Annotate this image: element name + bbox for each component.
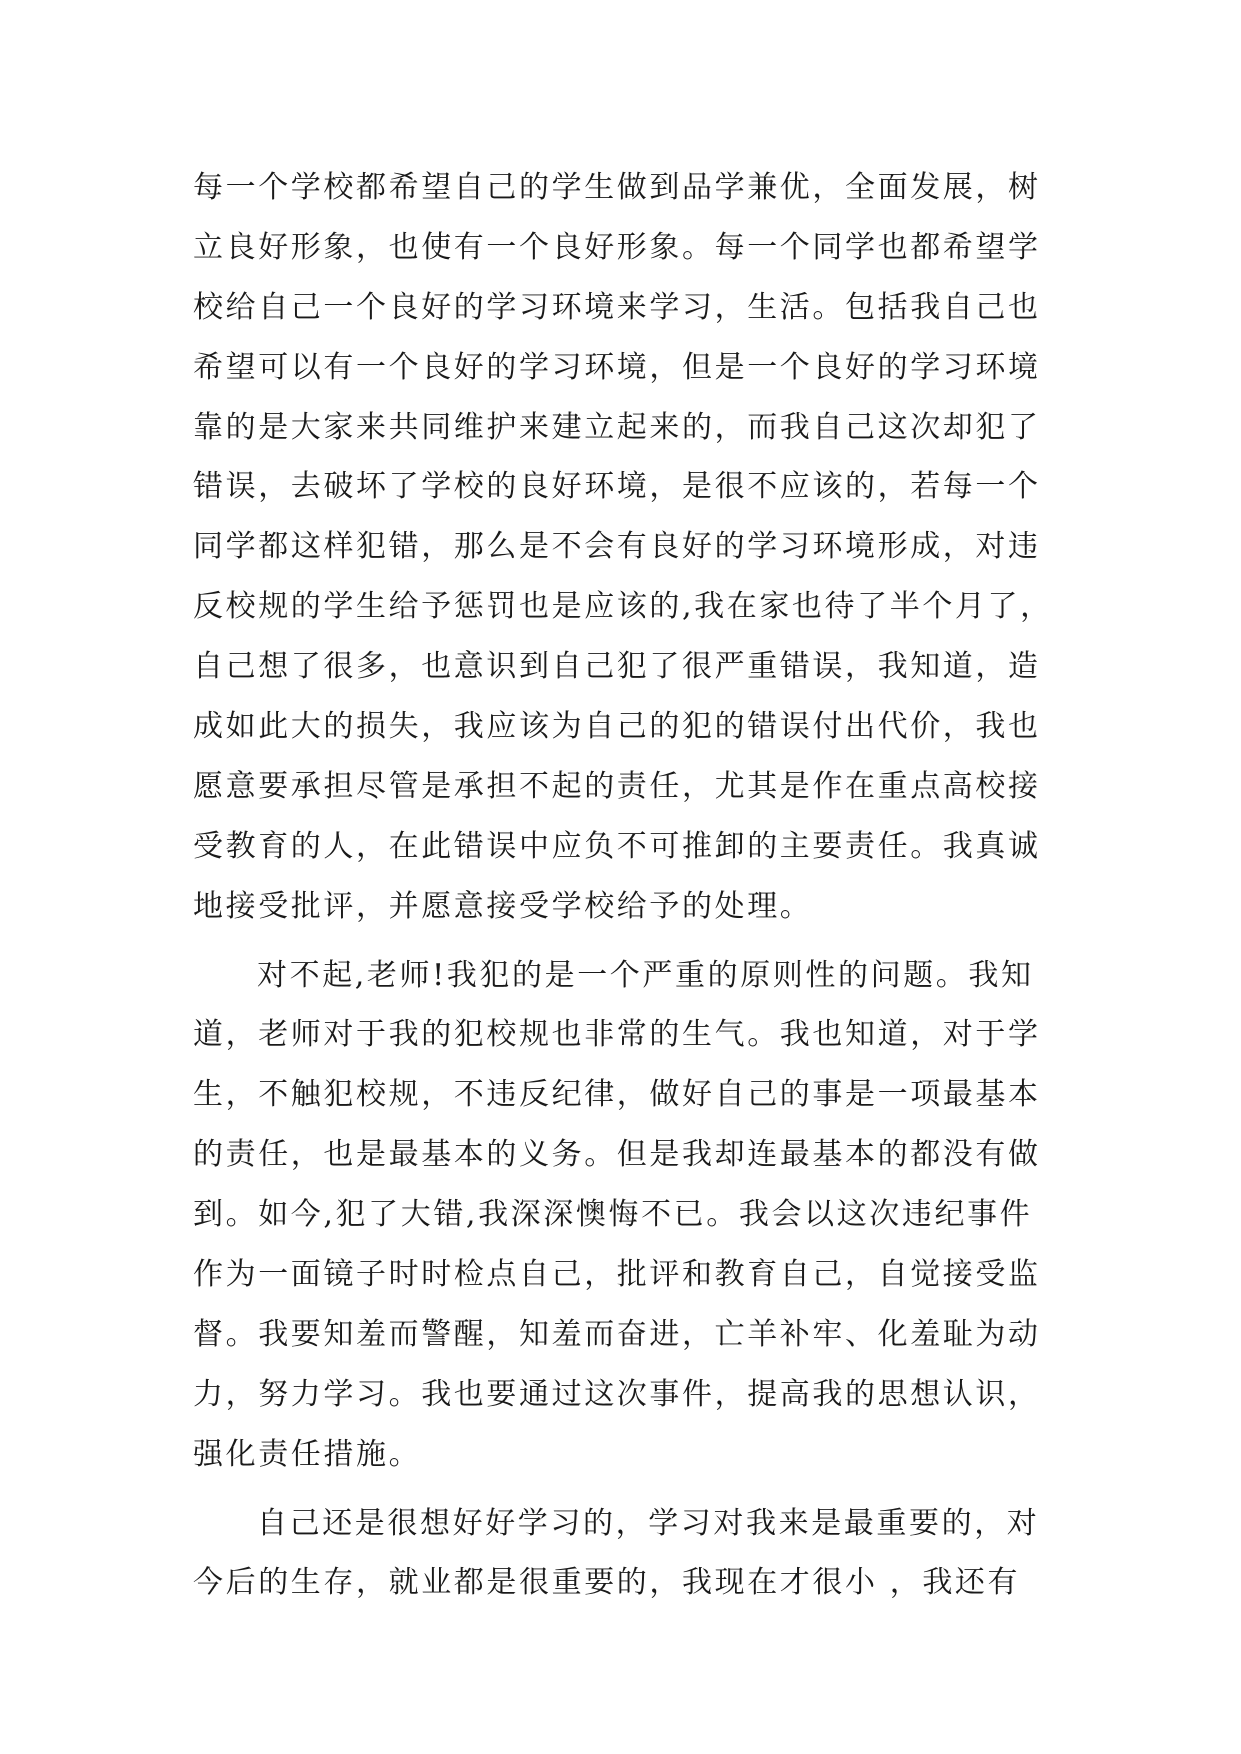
text-line: 自己想了很多，也意识到自己犯了很严重错误，我知道，造 — [193, 649, 1041, 685]
text-line: 的责任，也是最基本的义务。但是我却连最基本的都没有做 — [193, 1137, 1041, 1173]
text-line: 受教育的人，在此错误中应负不可推卸的主要责任。我真诚 — [193, 828, 1041, 864]
paragraph-spacing — [193, 937, 1053, 946]
text-line: 希望可以有一个良好的学习环境，但是一个良好的学习环境 — [193, 349, 1041, 385]
text-line: 督。我要知羞而警醒，知羞而奋进，亡羊补牢、化羞耻为动 — [193, 1316, 1041, 1352]
text-line: 到。如今,犯了大错,我深深懊悔不已。我会以这次违纪事件 — [193, 1197, 1033, 1233]
paragraph-2 — [193, 946, 1053, 1485]
text-line: 今后的生存，就业都是很重要的，我现在才很小 ，我还有 — [193, 1565, 1021, 1601]
text-line: 反校规的学生给予惩罚也是应该的,我在家也待了半个月了， — [193, 589, 1053, 625]
text-line: 作为一面镜子时时检点自己，批评和教育自己，自觉接受监 — [193, 1257, 1041, 1293]
paragraph-3 — [193, 1494, 1053, 1614]
text-line: 愿意要承担尽管是承担不起的责任，尤其是作在重点高校接 — [193, 768, 1041, 804]
text-line: 成如此大的损失，我应该为自己的犯的错误付出代价，我也 — [193, 709, 1041, 745]
text-line: 地接受批评，并愿意接受学校给予的处理。 — [193, 888, 813, 924]
document-body — [193, 158, 1053, 1613]
paragraph-spacing — [193, 1485, 1053, 1494]
text-line-first: 自己还是很想好好学习的，学习对我来是最重要的，对 — [257, 1505, 1040, 1541]
text-line: 立良好形象，也使有一个良好形象。每一个同学也都希望学 — [193, 229, 1041, 265]
text-line: 每一个学校都希望自己的学生做到品学兼优，全面发展，树 — [193, 170, 1041, 205]
text-line: 同学都这样犯错，那么是不会有良好的学习环境形成，对违 — [193, 529, 1041, 565]
text-line: 校给自己一个良好的学习环境来学习，生活。包括我自己也 — [193, 289, 1041, 325]
text-line: 道，老师对于我的犯校规也非常的生气。我也知道，对于学 — [193, 1017, 1041, 1053]
text-line-first: 对不起,老师!我犯的是一个严重的原则性的问题。我知 — [257, 957, 1034, 993]
paragraph-1 — [193, 158, 1053, 937]
text-line: 强化责任措施。 — [193, 1436, 422, 1472]
text-line: 错误，去破坏了学校的良好环境，是很不应该的，若每一个 — [193, 469, 1041, 505]
text-line: 力，努力学习。我也要通过这次事件，提高我的思想认识， — [193, 1376, 1041, 1412]
text-line: 靠的是大家来共同维护来建立起来的，而我自己这次却犯了 — [193, 409, 1041, 445]
text-line: 生，不触犯校规，不违反纪律，做好自己的事是一项最基本 — [193, 1077, 1041, 1113]
